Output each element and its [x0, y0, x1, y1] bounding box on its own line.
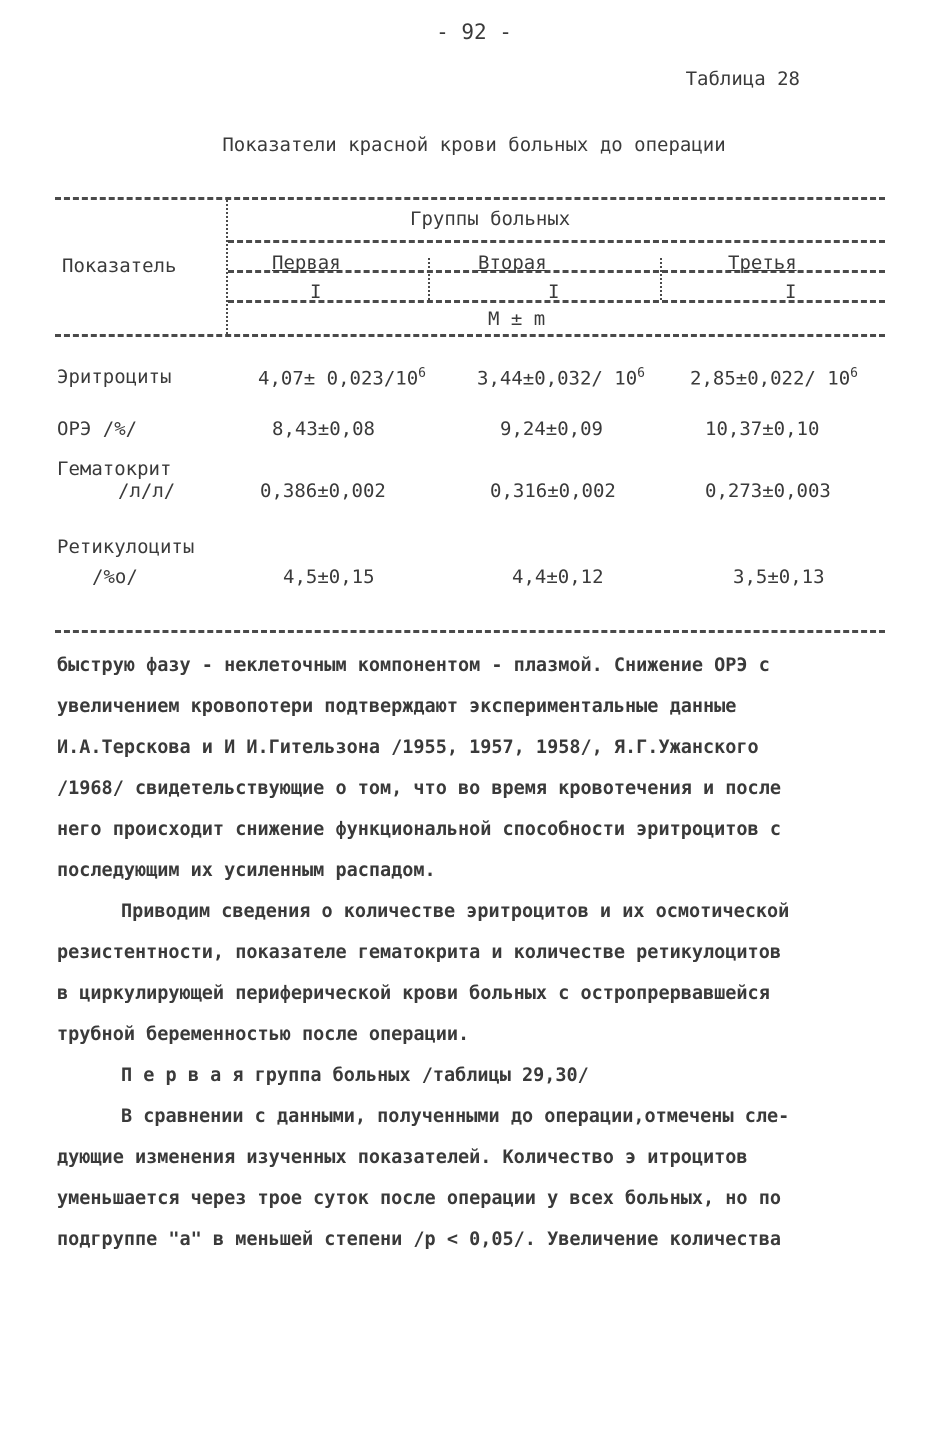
text-line: в циркулирующей периферической крови больных с остропрервавшейся: [57, 983, 770, 1004]
text-line: дующие изменения изученных показателей. Количество э итроцитов: [57, 1147, 748, 1168]
column-name-3: Третья: [728, 252, 797, 274]
column-sub-1: I: [310, 281, 322, 303]
table-cell: 4,5±0,15: [283, 566, 375, 588]
text-line: уменьшается через трое суток после операции у всех больных, но по: [57, 1188, 781, 1209]
row-label-reticulocytes-unit: /%о/: [92, 566, 138, 588]
text-line: быструю фазу - неклеточным компонентом - плазмой. Снижение ОРЭ с: [57, 655, 770, 676]
text-line: И.А.Терскова и И И.Гительзона /1955, 1957, 1958/, Я.Г.Ужанского: [57, 737, 759, 758]
row-label-ore: ОРЭ /%/: [57, 418, 138, 440]
table-cell: 8,43±0,08: [272, 418, 375, 440]
column-name-1: Первая: [272, 252, 341, 274]
row-label-hematocrit: Гематокрит: [57, 458, 172, 480]
table-cell: 3,44±0,032/ $10^6$: [477, 366, 645, 390]
table-top-rule: [55, 197, 885, 200]
text-line: /1968/ свидетельствующие о том, что во время кровотечения и после: [57, 778, 781, 799]
text-line: него происходит снижение функциональной способности эритроцитов с: [57, 819, 781, 840]
group-header: Группы больных: [410, 208, 571, 230]
text-line: увеличением кровопотери подтверждают экспериментальные данные: [57, 696, 737, 717]
row-label-hematocrit-unit: /л/л/: [118, 480, 176, 502]
table-cell: 2,85±0,022/ $10^6$: [690, 366, 858, 390]
table-cell: 0,316±0,002: [490, 480, 616, 502]
text-line: резистентности, показателе гематокрита и количестве ретикулоцитов: [57, 942, 781, 963]
table-cell: 10,37±0,10: [705, 418, 820, 440]
page-number: - 92 -: [436, 20, 512, 44]
text-line: В сравнении с данными, полученными до операции,отмечены сле-: [121, 1106, 790, 1127]
column-divider-1: [428, 258, 430, 300]
table-cell: 9,24±0,09: [500, 418, 603, 440]
table-bottom-rule: [55, 630, 885, 633]
text-line: трубной беременностью после операции.: [57, 1024, 470, 1045]
table-cell: 0,273±0,003: [705, 480, 831, 502]
column-sub-3: I: [785, 281, 797, 303]
stat-header: M ± m: [488, 308, 546, 330]
text-line: подгруппе "а" в меньшей степени /р < 0,05/. Увеличение количества: [57, 1229, 781, 1250]
row-header: Показатель: [62, 255, 177, 277]
group-header-rule: [228, 240, 885, 243]
column-name-2: Вторая: [478, 252, 547, 274]
table-cell: 3,5±0,13: [733, 566, 825, 588]
text-line: последующим их усиленным распадом.: [57, 860, 436, 881]
row-label-reticulocytes: Ретикулоциты: [57, 536, 195, 558]
column-sub-2: I: [548, 281, 560, 303]
table-label: Таблица 28: [685, 68, 800, 90]
table-title: Показатели красной крови больных до операции: [222, 134, 726, 156]
table-cell: 0,386±0,002: [260, 480, 386, 502]
table-cell: $4,07\pm 0,023/10^6$: [258, 366, 426, 390]
table-cell: 4,4±0,12: [512, 566, 604, 588]
text-line: Приводим сведения о количестве эритроцитов и их осмотической: [121, 901, 790, 922]
text-line: П е р в а я группа больных /таблицы 29,30/: [121, 1065, 589, 1086]
row-label-erythrocytes: Эритроциты: [57, 366, 172, 388]
table-header-bottom-rule: [55, 334, 885, 337]
column-divider-2: [660, 258, 662, 300]
header-column-divider: [226, 200, 228, 334]
body-text: [57, 645, 897, 1260]
